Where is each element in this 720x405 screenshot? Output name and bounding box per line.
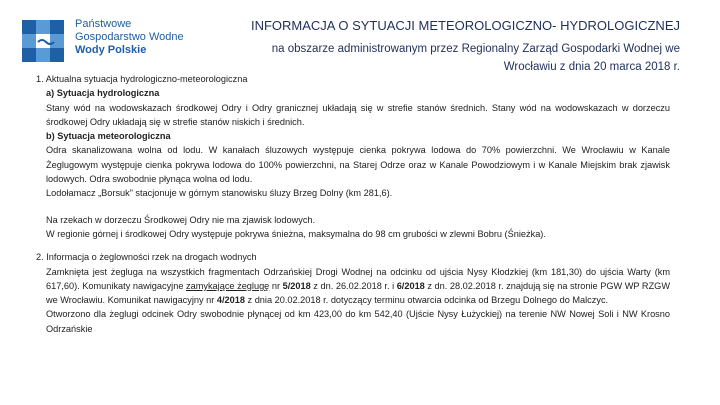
section-2-heading: 2. Informacja o żeglowności rzek na drogach wodnych [36,252,257,263]
notice-number-2: 6/2018 [396,280,425,291]
navigation-text-part: z dnia 20.02.2018 r. dotyczący terminu otwarcia odcinka od Brzegu Dolnego do Malczyc. [245,295,609,306]
section-1b-heading: b) Sytuacja meteorologiczna [46,131,171,142]
logo-line-3: Wody Polskie [75,44,147,56]
ice-phenomena-text: Na rzekach w dorzeczu Środkowej Odry nie ma zjawisk lodowych. [46,214,316,225]
document-body [36,72,670,336]
notice-number-1: 5/2018 [282,280,311,291]
wody-polskie-emblem-icon [20,18,66,64]
page-subtitle [210,40,680,76]
snow-cover-text: W regionie górnej i środkowej Odry występuje pokrywa śnieżna, maksymalna do 98 cm grubości w zlewni Bobru (Śnieżka). [46,228,546,239]
navigation-closure-text [36,265,670,308]
logo-line-2: Gospodarstwo Wodne [75,31,184,43]
subtitle-line-1: na obszarze administrowanym przez Regionalny Zarząd Gospodarki Wodnej we [271,43,680,55]
navigation-text-part: Zamknięta jest żegluga na wszystkich fragmentach Odrzańskiej Drogi Wodnej na odcinku od ujścia Nysy Kłodzkiej (km 181,30) do ujścia Warty (km 617,60). Komunikaty nawigacyjne [46,266,670,291]
meteorology-text: Odra skanalizowana wolna od lodu. W kanałach śluzowych występuje cienka pokrywa lodowa do 70% powierzchni. We Wrocławiu w Kanale Żeglugowym występuje cienka pokrywa lodowa do 100% powierzchni, na Starej Odrze oraz w Kanale Powodziowym i w Kanale Miejskim brak zjawisk lodowych. Odra swobodnie płynąca wolna od lodu. [46,145,670,185]
navigation-text-underlined: zamykające żeglugę [186,280,270,291]
navigation-opening-text: Otworzono dla żeglugi odcinek Odry swobodnie płynącej od km 423,00 do km 542,40 (Ujście Nysy Łużyckiej) na terenie NW Nowej Soli i NW Krosno Odrzańskie [46,309,670,334]
logo [20,18,200,62]
section-1-heading: 1. Aktualna sytuacja hydrologiczno-meteorologiczna [36,74,248,84]
icebreaker-text: Lodołamacz „Borsuk” stacjonuje w górnym stanowisku śluzy Brzeg Dolny (km 281,6). [46,188,393,199]
navigation-text-part: z dn. 26.02.2018 r. i [310,280,397,291]
subtitle-line-2: Wrocławiu z dnia 20 marca 2018 r. [503,61,680,73]
logo-line-1: Państwowe [75,18,132,30]
navigation-text-part: z dn. 28.02.2018 r. znajdują się na stronie PGW WP RZGW we Wrocławiu. Komunikat nawigacyjny nr [46,280,670,306]
hydrology-text: Stany wód na wodowskazach środkowej Odry i Odry granicznej układają się w strefie stanów średnich. Stany wód na wodowskazach w dorzeczu środkowej Odry układają się w strefie stanów niskich i średnich. [46,102,670,127]
notice-number-3: 4/2018 [216,295,245,306]
navigation-text-part: nr [269,280,283,291]
page-title: INFORMACJA O SYTUACJI METEOROLOGICZNO- HYDROLOGICZNEJ [250,18,680,33]
section-1a-heading: a) Sytuacja hydrologiczna [46,88,160,99]
